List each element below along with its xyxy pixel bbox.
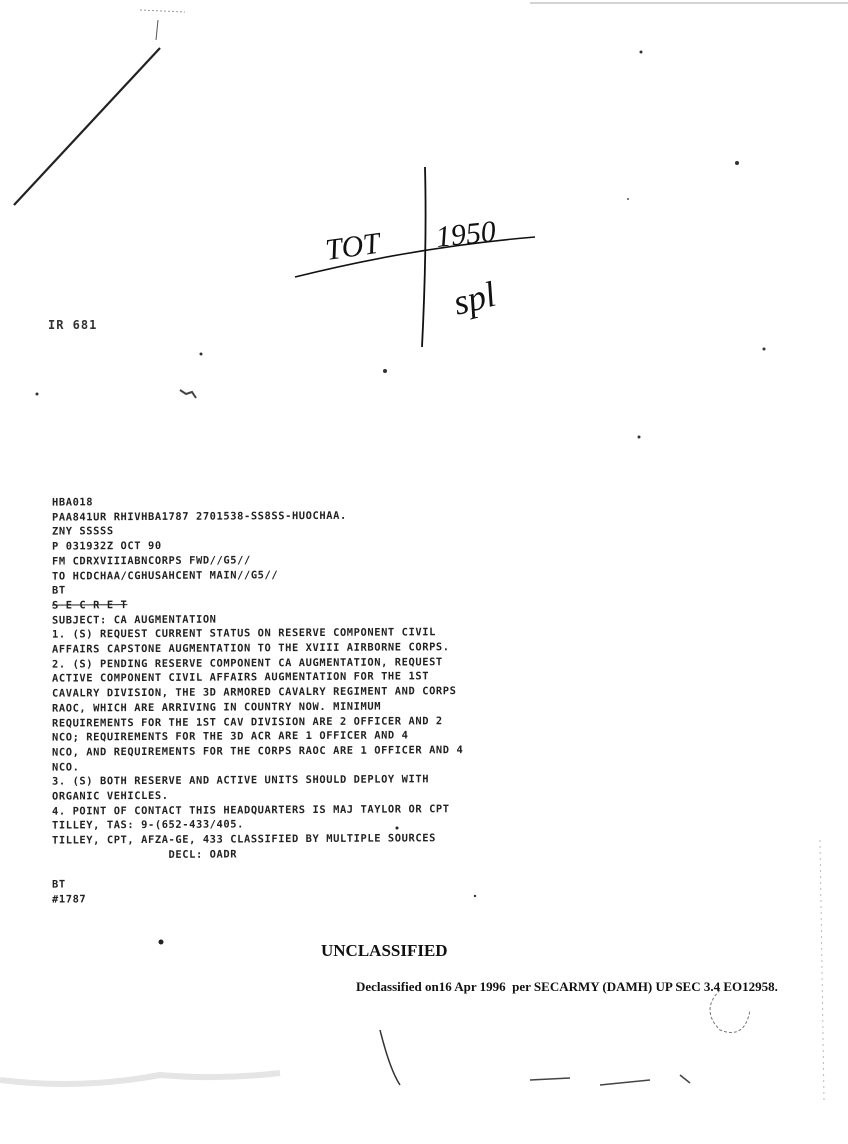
message-line: TILLEY, CPT, AFZA-GE, 433 CLASSIFIED BY MULTIPLE SOURCES (52, 832, 436, 847)
stamp-id: IR 681 (48, 318, 98, 332)
message-line: SUBJECT: CA AUGMENTATION (52, 613, 217, 627)
handwritten-tot: TOT (323, 226, 382, 267)
handwritten-routing-mark (285, 165, 545, 350)
message-line: 1. (S) REQUEST CURRENT STATUS ON RESERVE COMPONENT CIVIL (52, 626, 436, 641)
message-line: AFFAIRS CAPSTONE AUGMENTATION TO THE XVIII AIRBORNE CORPS. (52, 641, 450, 656)
message-line: NCO; REQUIREMENTS FOR THE 3D ACR ARE 1 OFFICER AND 4 (52, 729, 409, 744)
message-line: 3. (S) BOTH RESERVE AND ACTIVE UNITS SHOULD DEPLOY WITH (52, 773, 430, 788)
message-line: DECL: OADR (52, 848, 238, 862)
message-line: RAOC, WHICH ARE ARRIVING IN COUNTRY NOW. MINIMUM (52, 700, 382, 715)
message-line: NCO, AND REQUIREMENTS FOR THE CORPS RAOC ARE 1 OFFICER AND 4 (52, 744, 464, 759)
message-line: NCO. (52, 761, 80, 774)
message-line: FM CDRXVIIIABNCORPS FWD//G5// (52, 554, 251, 568)
handwritten-initials: spl (449, 273, 500, 323)
message-line: #1787 (52, 893, 87, 906)
message-line: HBA018 (52, 496, 94, 509)
message-line: BT (52, 878, 66, 891)
message-line: REQUIREMENTS FOR THE 1ST CAV DIVISION ARE 2 OFFICER AND 2 (52, 714, 443, 730)
message-line: 4. POINT OF CONTACT THIS HEADQUARTERS IS MAJ TAYLOR OR CPT (52, 802, 450, 818)
message-line: CAVALRY DIVISION, THE 3D ARMORED CAVALRY REGIMENT AND CORPS (52, 685, 457, 700)
message-line: TO HCDCHAA/CGHUSAHCENT MAIN//G5// (52, 568, 279, 583)
message-line: 2. (S) PENDING RESERVE COMPONENT CA AUGMENTATION, REQUEST (52, 655, 443, 671)
message-body (52, 492, 572, 907)
message-line: ORGANIC VEHICLES. (52, 789, 169, 803)
message-line: TILLEY, TAS: 9-(652-433/405. (52, 818, 244, 833)
message-line: ZNY SSSSS (52, 525, 114, 538)
classification-marking: UNCLASSIFIED (321, 941, 448, 960)
message-line: BT (52, 584, 66, 597)
message-line: S E C R E T (52, 599, 128, 612)
handwritten-time: 1950 (434, 214, 498, 254)
declassification-notice: Declassified on16 Apr 1996 per SECARMY (DAMH) UP SEC 3.4 EO12958. (356, 979, 778, 994)
message-line: P 031932Z OCT 90 (52, 540, 162, 553)
message-line: PAA841UR RHIVHBA1787 2701538-SS8SS-HUOCHAA. (52, 509, 347, 524)
message-line: ACTIVE COMPONENT CIVIL AFFAIRS AUGMENTATION FOR THE 1ST (52, 670, 430, 686)
